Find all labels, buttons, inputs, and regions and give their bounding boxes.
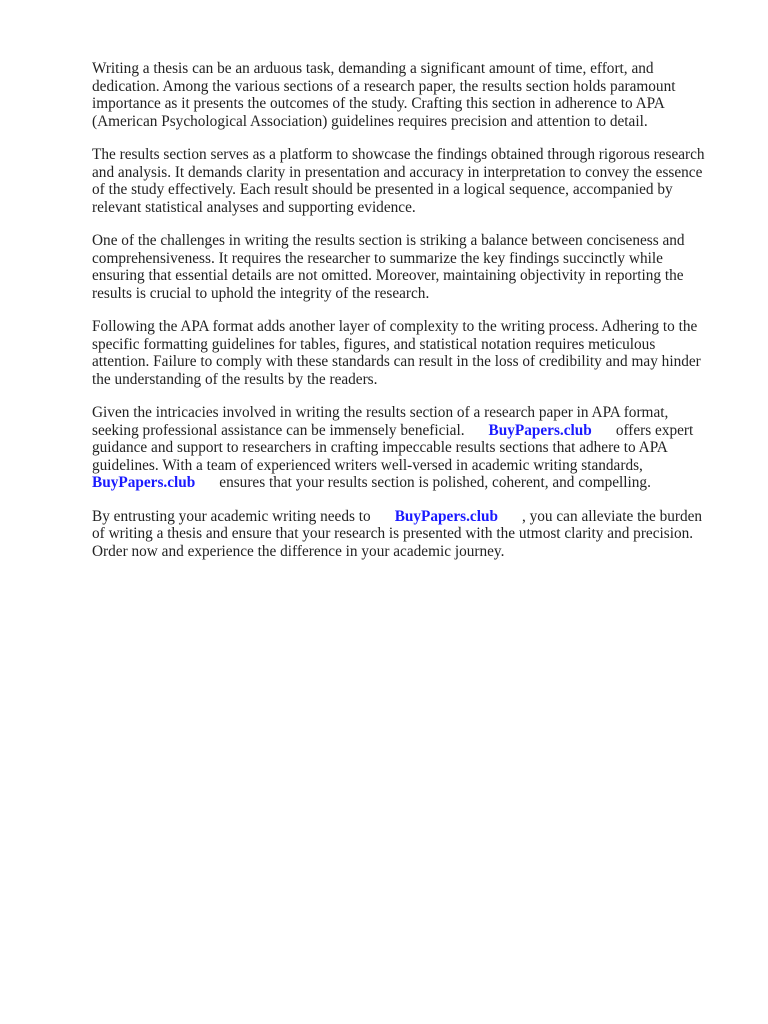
text-line: of the study effectively. Each result should be presented in a logical sequence, accompanied by — [92, 181, 673, 198]
text-line: the understanding of the results by the readers. — [92, 370, 378, 388]
paragraph-2 — [92, 146, 722, 216]
text-line: guidance and support to researchers in crafting impeccable results sections that adhere to APA — [92, 439, 668, 456]
text-line: Writing a thesis can be an arduous task, demanding a significant amount of time, effort, and — [92, 60, 654, 77]
text-line: guidelines. With a team of experienced writers well-versed in academic writing standards, — [92, 456, 643, 474]
buypapers-link[interactable]: BuyPapers.club — [92, 474, 196, 491]
text-line: importance as it presents the outcomes of the study. Crafting this section in adherence to APA — [92, 95, 665, 112]
text-line: ensuring that essential details are not omitted. Moreover, maintaining objectivity in reporting the — [92, 267, 684, 284]
text-line — [92, 508, 722, 526]
text-line: comprehensiveness. It requires the researcher to summarize the key findings succinctly while — [92, 249, 663, 267]
text-line — [92, 474, 722, 492]
text-segment: , you can alleviate the burden — [521, 507, 703, 525]
document-body — [92, 60, 722, 576]
text-line: The results section serves as a platform to showcase the findings obtained through rigorous research — [92, 146, 705, 163]
text-segment: offers expert — [615, 421, 694, 439]
paragraph-5 — [92, 404, 722, 492]
text-line: results is crucial to uphold the integrity of the research. — [92, 284, 430, 302]
text-line: dedication. Among the various sections of a research paper, the results section holds paramount — [92, 77, 676, 95]
buypapers-link[interactable]: BuyPapers.club — [394, 507, 498, 525]
text-line: (American Psychological Association) guidelines requires precision and attention to detail. — [92, 112, 648, 130]
text-line: One of the challenges in writing the results section is striking a balance between conciseness and — [92, 232, 685, 249]
text-line: relevant statistical analyses and supporting evidence. — [92, 198, 416, 216]
text-segment: By entrusting your academic writing needs to — [92, 507, 371, 525]
text-line: Given the intricacies involved in writing the results section of a research paper in APA format, — [92, 404, 669, 421]
buypapers-link[interactable]: BuyPapers.club — [488, 421, 592, 439]
text-segment: seeking professional assistance can be immensely beneficial. — [92, 421, 465, 439]
text-line — [92, 422, 722, 440]
paragraph-6 — [92, 508, 722, 561]
text-line: specific formatting guidelines for tables, figures, and statistical notation requires meticulous — [92, 335, 656, 353]
text-line: attention. Failure to comply with these standards can result in the loss of credibility and may hinder — [92, 353, 701, 370]
text-line: and analysis. It demands clarity in presentation and accuracy in interpretation to convey the essence — [92, 163, 703, 181]
text-segment: ensures that your results section is polished, coherent, and compelling. — [219, 474, 651, 491]
paragraph-3 — [92, 232, 722, 302]
text-line: Order now and experience the difference in your academic journey. — [92, 542, 505, 560]
text-line: of writing a thesis and ensure that your research is presented with the utmost clarity and precision. — [92, 525, 694, 542]
paragraph-1 — [92, 60, 722, 130]
text-line: Following the APA format adds another layer of complexity to the writing process. Adhering to the — [92, 318, 698, 335]
paragraph-4 — [92, 318, 722, 388]
